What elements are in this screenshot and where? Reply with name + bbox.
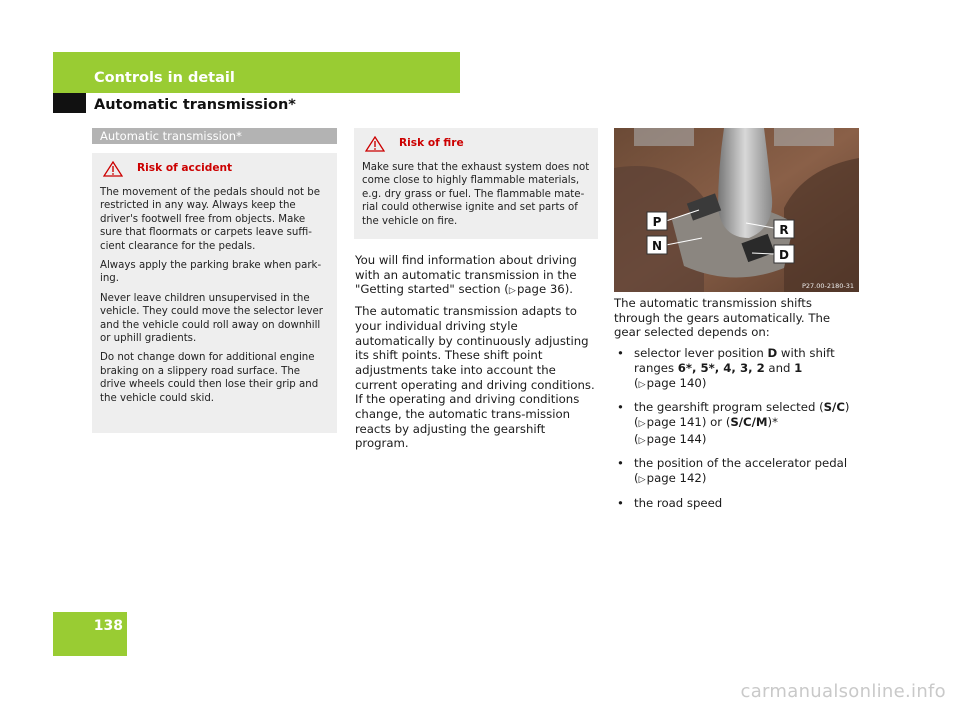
page-ref-arrow-icon: ▷ [638, 379, 646, 390]
list-item: • selector lever position D with shift ranges 6*, 5*, 4, 3, 2 and 1 (▷ page 140) [617, 346, 835, 390]
gear-selector-photo [614, 128, 859, 292]
intro-paragraph: The automatic transmission shifts through the gears automatically. The gear selected depends on: [614, 296, 831, 340]
body-text-column [614, 296, 860, 518]
gear-label-p: P [652, 215, 662, 229]
gear-label-n: N [651, 239, 663, 253]
body-paragraph: The automatic transmission adapts to your individual driving style automatically by continuously adjusting its shift points. These shift point adjustments take into account the current operating and driving conditions. If the operating and driving conditions change, the automatic trans-mission reacts by adjusting the gearshift program. [355, 304, 595, 451]
warning-paragraph: Always apply the parking brake when park-ing. [100, 260, 322, 285]
warning-paragraph: Never leave children unsupervised in the vehicle. They could move the selector lever and the vehicle could roll away on downhill or uphill gradients. [100, 292, 323, 345]
warning-triangle-icon [103, 161, 123, 177]
body-text-column [355, 253, 601, 456]
page-number-box [53, 612, 127, 656]
page-ref-arrow-icon: ▷ [638, 418, 646, 429]
watermark: carmanualsonline.info [740, 681, 946, 702]
section-title: Automatic transmission* [94, 97, 296, 113]
body-paragraph [355, 253, 601, 299]
page-reference[interactable]: page 144) [646, 431, 707, 446]
paragraph-text: You will find information about driving with an automatic transmission in the "Getting started" section ( [355, 253, 577, 297]
warning-title: Risk of fire [399, 137, 464, 150]
warning-title: Risk of accident [137, 162, 233, 175]
accident-warning-box [92, 153, 337, 433]
page-ref-arrow-icon: ▷ [508, 286, 516, 297]
page-reference[interactable]: page 142) [646, 471, 707, 486]
warning-paragraph: Do not change down for additional engine braking on a slippery road surface. The drive wheels could then lose their grip and the vehicle could skid. [100, 352, 319, 404]
photo-code: P27.00-2180-31 [801, 282, 854, 290]
gear-label-d: D [779, 248, 789, 262]
fire-warning-box [354, 128, 598, 239]
bullet-list [614, 346, 860, 510]
bullet-icon: • [617, 495, 624, 510]
list-item: • the road speed [617, 495, 723, 510]
warning-paragraph: The movement of the pedals should not be restricted in any way. Always keep the driver's footwell free from objects. Make sure that floormats or carpets leave suffi-cient clearance for the pedals. [100, 187, 321, 252]
chapter-title: Controls in detail [94, 70, 235, 86]
page-reference[interactable]: page 141) or ( [646, 414, 731, 429]
page-ref-arrow-icon: ▷ [638, 475, 646, 486]
gear-label-r: R [779, 223, 789, 237]
page-reference[interactable]: page 36). [516, 282, 574, 297]
bullet-icon: • [617, 400, 624, 415]
bullet-icon: • [617, 456, 624, 471]
warning-paragraph: Make sure that the exhaust system does not come close to highly flammable materials, e.g. dry grass or fuel. The flammable mate-rial could otherwise ignite and set parts of the vehicle on fire. [362, 162, 590, 227]
section-marker [53, 93, 86, 113]
list-item: • the gearshift program selected (S/C) (▷ page 141) or (S/C/M)* (▷ page 144) [617, 400, 850, 446]
warning-triangle-icon [365, 136, 385, 152]
list-item: • the position of the accelerator pedal (▷ page 142) [617, 456, 848, 486]
subsection-heading: Automatic transmission* [92, 128, 337, 144]
page-ref-arrow-icon: ▷ [638, 435, 646, 446]
page-reference[interactable]: page 140) [646, 375, 707, 390]
bullet-icon: • [617, 346, 624, 361]
page-number: 138 [93, 618, 123, 634]
